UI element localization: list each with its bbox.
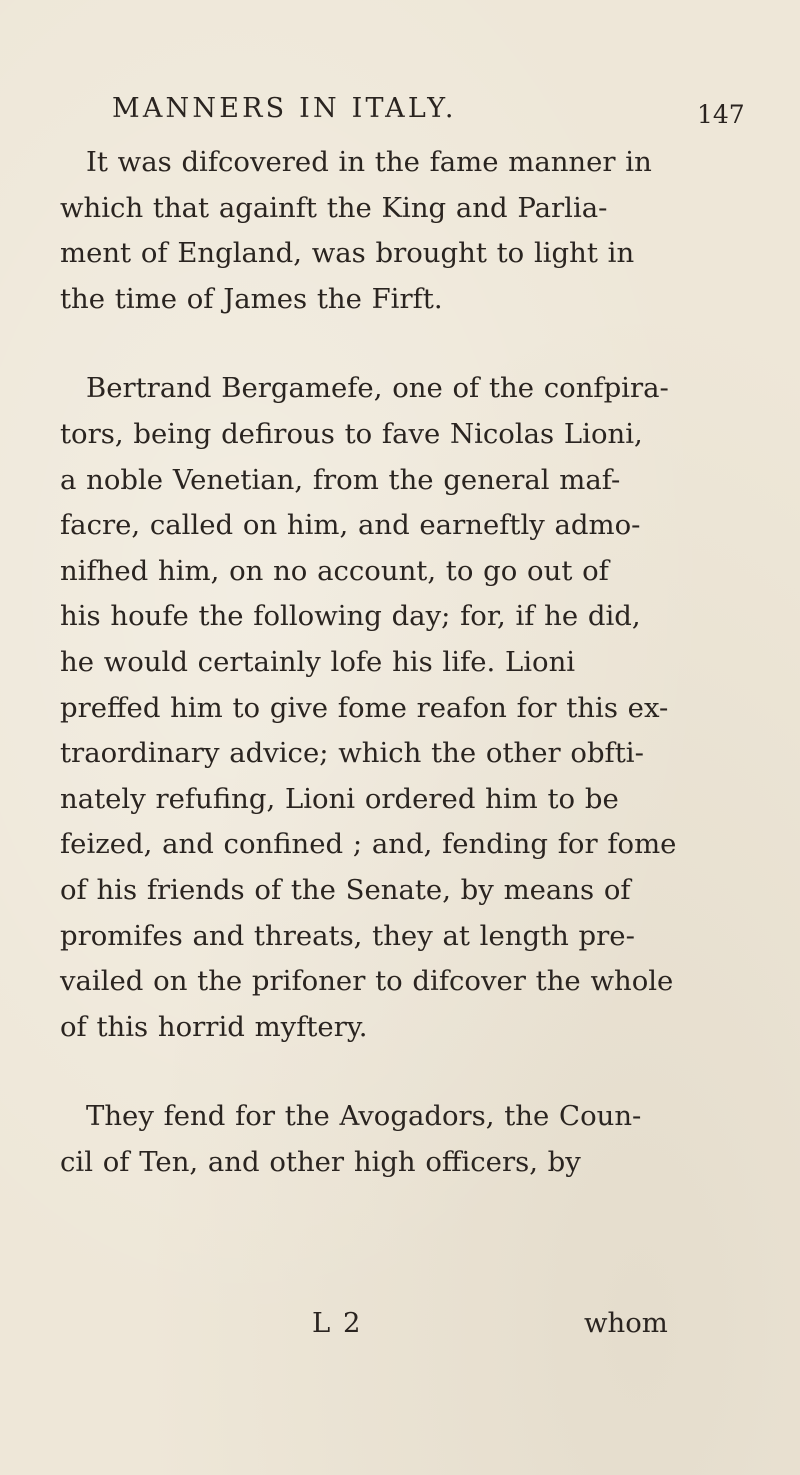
text-line: of his friends of the Senate, by means of <box>60 873 631 906</box>
text-line: nately refufing, Lioni ordered him to be <box>60 782 619 815</box>
text-line: of this horrid myftery. <box>60 1010 368 1043</box>
paragraph-3 <box>60 1094 760 1185</box>
page-number: 147 <box>697 100 745 129</box>
text-line: tors, being defirous to fave Nicolas Lioni, <box>60 417 643 450</box>
text-line: his houfe the following day; for, if he did, <box>60 600 641 633</box>
text-line: ment of England, was brought to light in <box>60 237 635 270</box>
text-line: a noble Venetian, from the general maf- <box>60 463 621 496</box>
text-line: he would certainly lofe his life. Lioni <box>60 645 576 678</box>
paragraph-2 <box>60 366 760 1050</box>
text-line: They fend for the Avogadors, the Coun- <box>86 1100 642 1133</box>
text-line: cil of Ten, and other high officers, by <box>60 1145 581 1178</box>
paragraph-gap <box>60 322 760 366</box>
paragraph-1 <box>60 140 760 322</box>
page-footer <box>0 1307 800 1347</box>
text-line: nifhed him, on no account, to go out of <box>60 554 609 587</box>
text-line: It was difcovered in the fame manner in <box>86 146 652 178</box>
text-line: Bertrand Bergamefe, one of the confpira- <box>86 372 669 405</box>
text-line: which that againft the King and Parlia- <box>60 191 608 224</box>
running-title: MANNERS IN ITALY. <box>112 93 457 124</box>
text-line: vailed on the prifoner to difcover the whole <box>60 965 674 998</box>
text-line: traordinary advice; which the other obfti- <box>60 737 644 770</box>
text-line: promifes and threats, they at length pre- <box>60 919 635 952</box>
text-line: the time of James the Firft. <box>60 282 443 315</box>
paragraph-gap <box>60 1050 760 1094</box>
body-text <box>60 140 760 1185</box>
text-line: preffed him to give fome reafon for this ex- <box>60 691 669 724</box>
signature-mark: L 2 <box>312 1307 363 1339</box>
running-head <box>0 92 800 132</box>
text-line: facre, called on him, and earneftly admo- <box>60 509 641 542</box>
catchword: whom <box>584 1307 668 1339</box>
text-line: feized, and confined ; and, fending for fome <box>60 828 677 861</box>
